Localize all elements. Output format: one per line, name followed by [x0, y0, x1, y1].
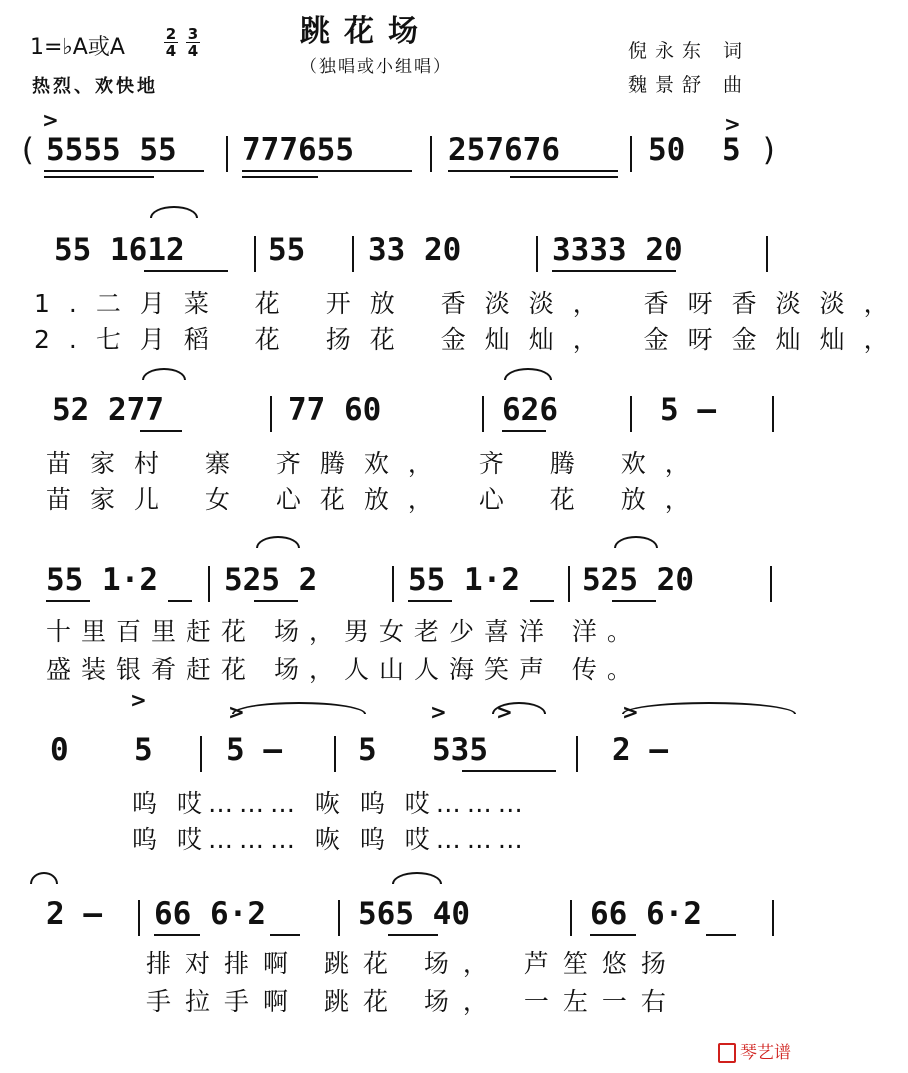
- lyric-line-5-verse-1: 排对排啊 跳花 场， 芦笙悠扬: [146, 949, 680, 978]
- lyric-line-1-verse-2: 2.七月稻 花 扬花 金灿灿， 金呀金灿灿，: [34, 325, 908, 354]
- key-signature: 1=♭A或A: [30, 35, 125, 60]
- score-line-1: 55 1612 55 33 20 3333 20: [54, 232, 683, 268]
- song-subtitle: （独唱或小组唱）: [300, 57, 452, 77]
- lyric-line-4-verse-2: 呜 哎……… 咴 呜 哎………: [132, 825, 529, 854]
- music-logo-icon: [718, 1043, 736, 1063]
- lyric-line-4-verse-1: 呜 哎……… 咴 呜 哎………: [132, 789, 529, 818]
- lyric-line-5-verse-2: 手拉手啊 跳花 场， 一左一右: [146, 987, 680, 1016]
- watermark-logo: [718, 1038, 791, 1063]
- score-intro-line: ( 5555 55 777655 257676 50 5 ): [18, 132, 779, 168]
- score-line-2: 52 277 77 60 626 5 —: [52, 392, 716, 428]
- time-signature: 2 43 4: [165, 25, 199, 60]
- lyric-line-2-verse-1: 苗家村 寨 齐腾欢， 齐 腾 欢，: [46, 449, 709, 478]
- watermark-text: 琴艺谱: [740, 1043, 791, 1063]
- lyric-line-3-verse-1: 十里百里赶花 场，男女老少喜洋 洋。: [46, 617, 642, 646]
- lyric-line-1-verse-1: 1.二月菜 花 开放 香淡淡， 香呀香淡淡，: [34, 289, 908, 318]
- score-line-4: 0 5 5 — 5 535 2 —: [50, 732, 668, 768]
- song-title: 跳花场: [300, 14, 432, 49]
- lyric-line-2-verse-2: 苗家儿 女 心花放， 心 花 放，: [46, 485, 709, 514]
- score-line-3: 55 1·2 525 2 55 1·2 525 20: [46, 562, 694, 598]
- lyricist-credit: 倪永东 词: [628, 40, 751, 62]
- lyric-line-3-verse-2: 盛装银肴赶花 场，人山人海笑声 传。: [46, 655, 642, 684]
- score-line-5: 2 — 66 6·2 565 40 66 6·2: [46, 896, 702, 932]
- tempo-marking: 热烈、欢快地: [32, 76, 158, 97]
- composer-credit: 魏景舒 曲: [628, 74, 751, 96]
